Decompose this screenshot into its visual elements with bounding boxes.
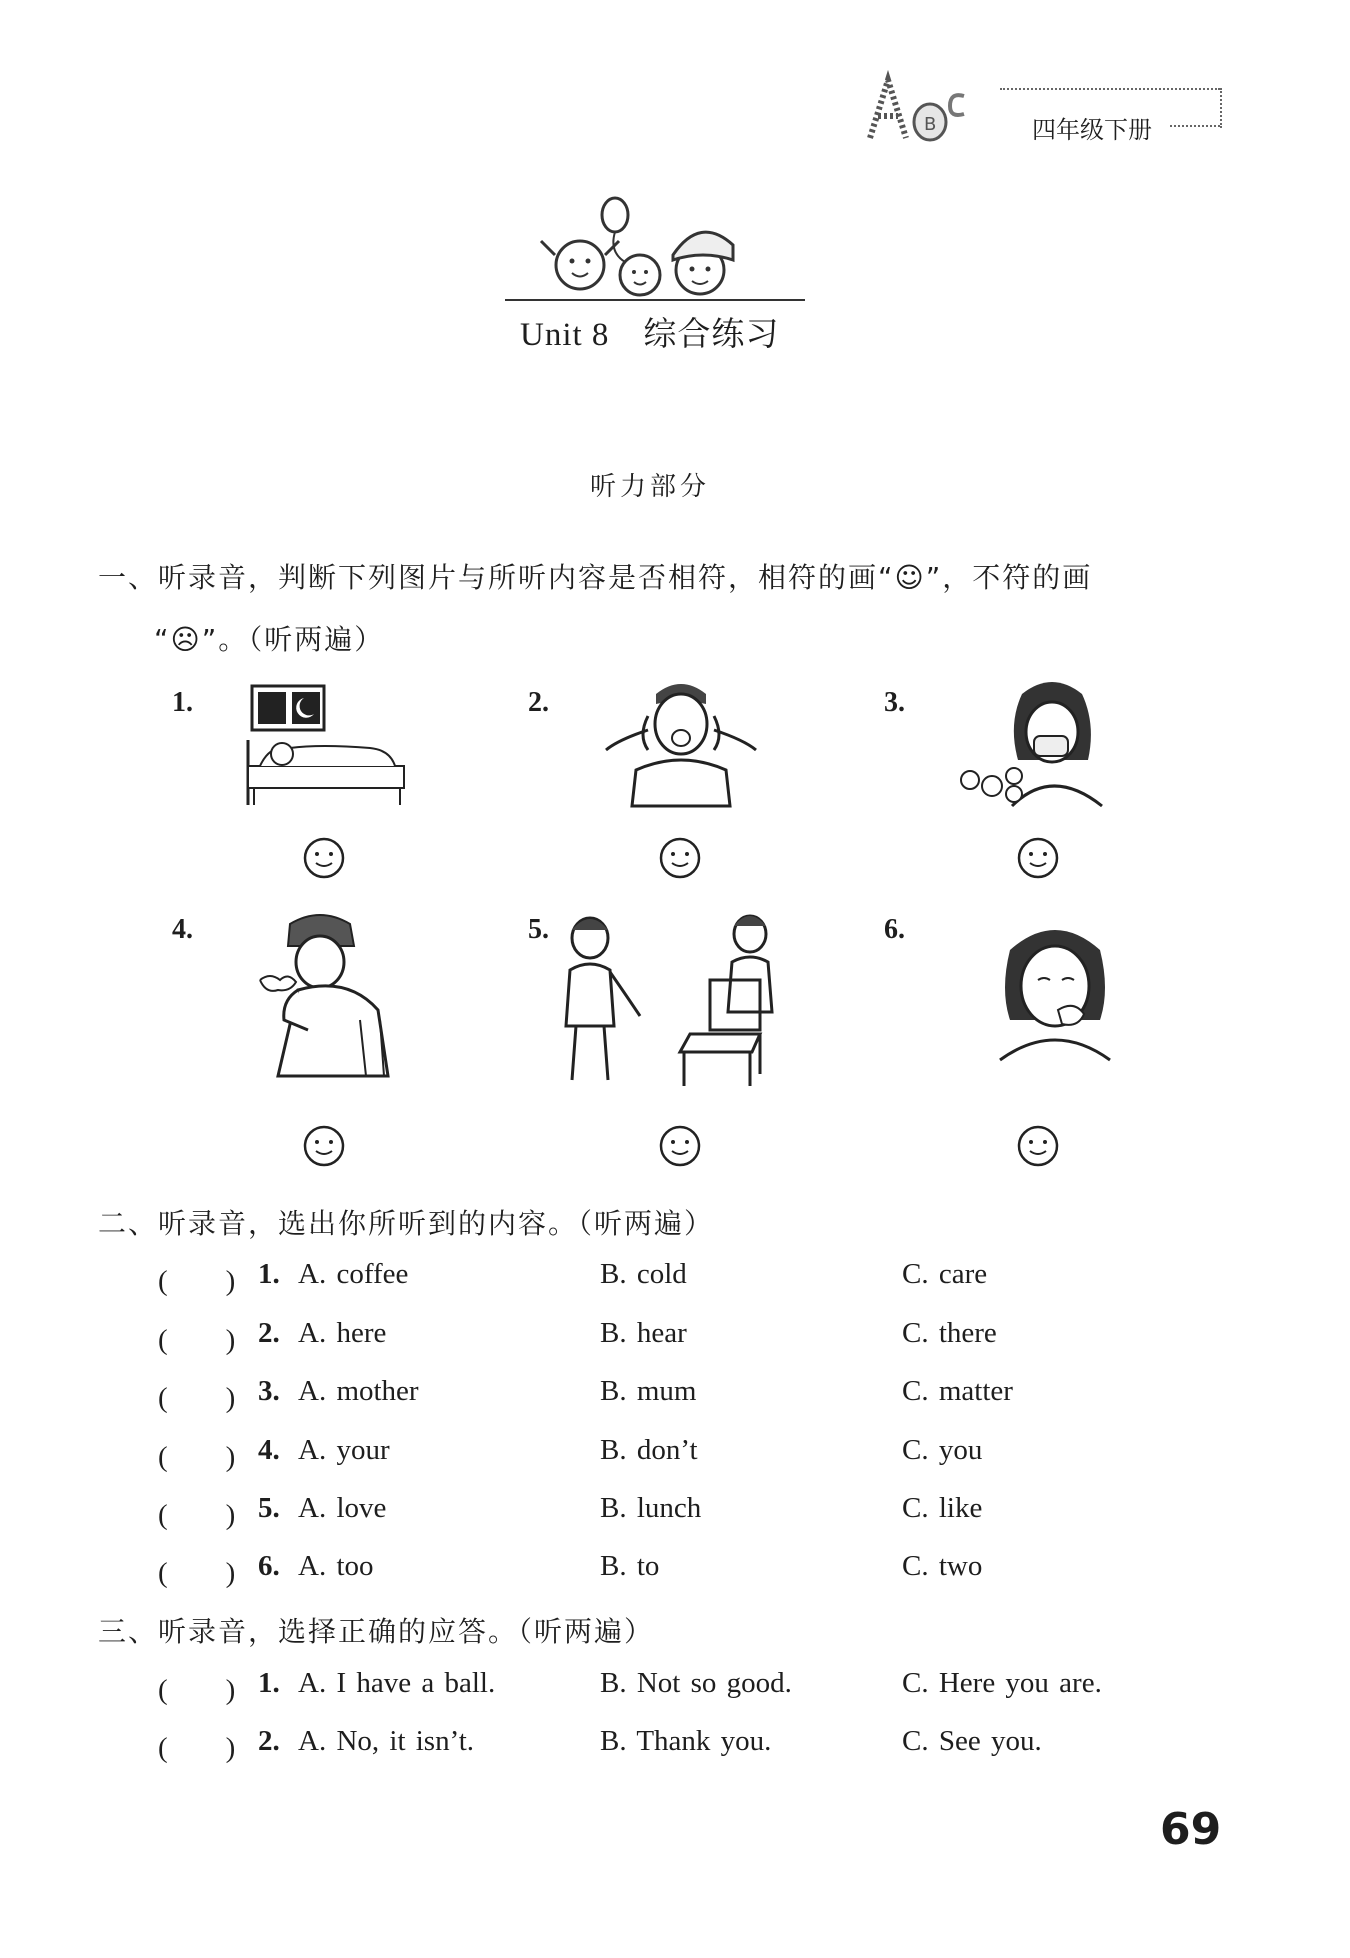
option-c: C. like: [902, 1492, 983, 1524]
boy-with-chair-picture: [550, 910, 810, 1090]
unit-name: 综合练习: [643, 317, 780, 353]
option-c: C. matter: [902, 1375, 1013, 1407]
unit-label: Unit 8: [520, 317, 610, 353]
option-a: A. coffee: [298, 1258, 409, 1290]
smiley-face-icon: [658, 836, 702, 880]
option-b: B. mum: [600, 1375, 697, 1407]
page-number: 69: [1160, 1804, 1222, 1855]
option-a: A. mother: [298, 1375, 419, 1407]
page-title: [520, 308, 779, 355]
answer-blank[interactable]: ( ): [158, 1441, 236, 1473]
smiley-face-icon: [658, 1124, 702, 1168]
option-a: A. I have a ball.: [298, 1667, 496, 1699]
abc-logo-icon: [860, 70, 1000, 150]
svg-text:B: B: [924, 114, 937, 135]
coughing-man-picture: [250, 910, 400, 1080]
grade-label: 四年级下册: [1032, 116, 1152, 144]
option-c: C. you: [902, 1434, 983, 1466]
picture-number-5: 5.: [528, 914, 549, 945]
option-b: B. lunch: [600, 1492, 702, 1524]
option-b: B. Thank you.: [600, 1725, 772, 1757]
answer-blank[interactable]: ( ): [158, 1324, 236, 1356]
option-b: B. don’t: [600, 1434, 698, 1466]
option-b: B. hear: [600, 1317, 687, 1349]
answer-blank[interactable]: ( ): [158, 1382, 236, 1414]
question-number: 3.: [258, 1375, 280, 1407]
section-label: 听力部分: [590, 472, 711, 502]
option-a: A. your: [298, 1434, 390, 1466]
option-c: C. See you.: [902, 1725, 1042, 1757]
option-c: C. two: [902, 1550, 983, 1582]
header-dotted-line-right: [1220, 88, 1222, 128]
question-number: 4.: [258, 1434, 280, 1466]
sleeping-boy-picture: [240, 680, 410, 810]
question-number: 2.: [258, 1725, 280, 1757]
answer-blank[interactable]: ( ): [158, 1499, 236, 1531]
question-number: 1.: [258, 1258, 280, 1290]
smiley-face-icon: [1016, 1124, 1060, 1168]
question-number: 6.: [258, 1550, 280, 1582]
part1-instruction-line1: 一、听录音，判断下列图片与所听内容是否相符，相符的画“☺”，不符的画: [98, 561, 1093, 594]
picture-number-4: 4.: [172, 914, 193, 945]
option-b: B. cold: [600, 1258, 687, 1290]
picture-number-3: 3.: [884, 687, 905, 718]
option-a: A. too: [298, 1550, 374, 1582]
smiley-face-icon: [302, 836, 346, 880]
header-dotted-line: [1000, 88, 1220, 90]
smiley-face-icon: [1016, 836, 1060, 880]
option-c: C. there: [902, 1317, 997, 1349]
header: [860, 70, 1240, 150]
option-b: B. to: [600, 1550, 660, 1582]
smiley-face-icon: [302, 1124, 346, 1168]
picture-number-2: 2.: [528, 687, 549, 718]
masked-girl-picture: [952, 676, 1122, 816]
question-number: 1.: [258, 1667, 280, 1699]
answer-blank[interactable]: ( ): [158, 1732, 236, 1764]
option-c: C. Here you are.: [902, 1667, 1102, 1699]
option-a: A. No, it isn’t.: [298, 1725, 475, 1757]
part1-instruction-line2: “☹”。（听两遍）: [154, 623, 385, 656]
answer-blank[interactable]: ( ): [158, 1674, 236, 1706]
tired-boy-picture: [596, 680, 766, 810]
part2-instruction: 二、听录音，选出你所听到的内容。（听两遍）: [98, 1207, 715, 1240]
header-dotted-line-bottom: [1170, 125, 1220, 127]
answer-blank[interactable]: ( ): [158, 1557, 236, 1589]
question-number: 5.: [258, 1492, 280, 1524]
part3-instruction: 三、听录音，选择正确的应答。（听两遍）: [98, 1615, 655, 1648]
option-a: A. here: [298, 1317, 387, 1349]
option-a: A. love: [298, 1492, 387, 1524]
answer-blank[interactable]: ( ): [158, 1265, 236, 1297]
picture-number-1: 1.: [172, 687, 193, 718]
girl-hand-mouth-picture: [980, 920, 1130, 1070]
picture-number-6: 6.: [884, 914, 905, 945]
option-b: B. Not so good.: [600, 1667, 792, 1699]
question-number: 2.: [258, 1317, 280, 1349]
option-c: C. care: [902, 1258, 988, 1290]
kids-title-illustration: [495, 195, 815, 305]
